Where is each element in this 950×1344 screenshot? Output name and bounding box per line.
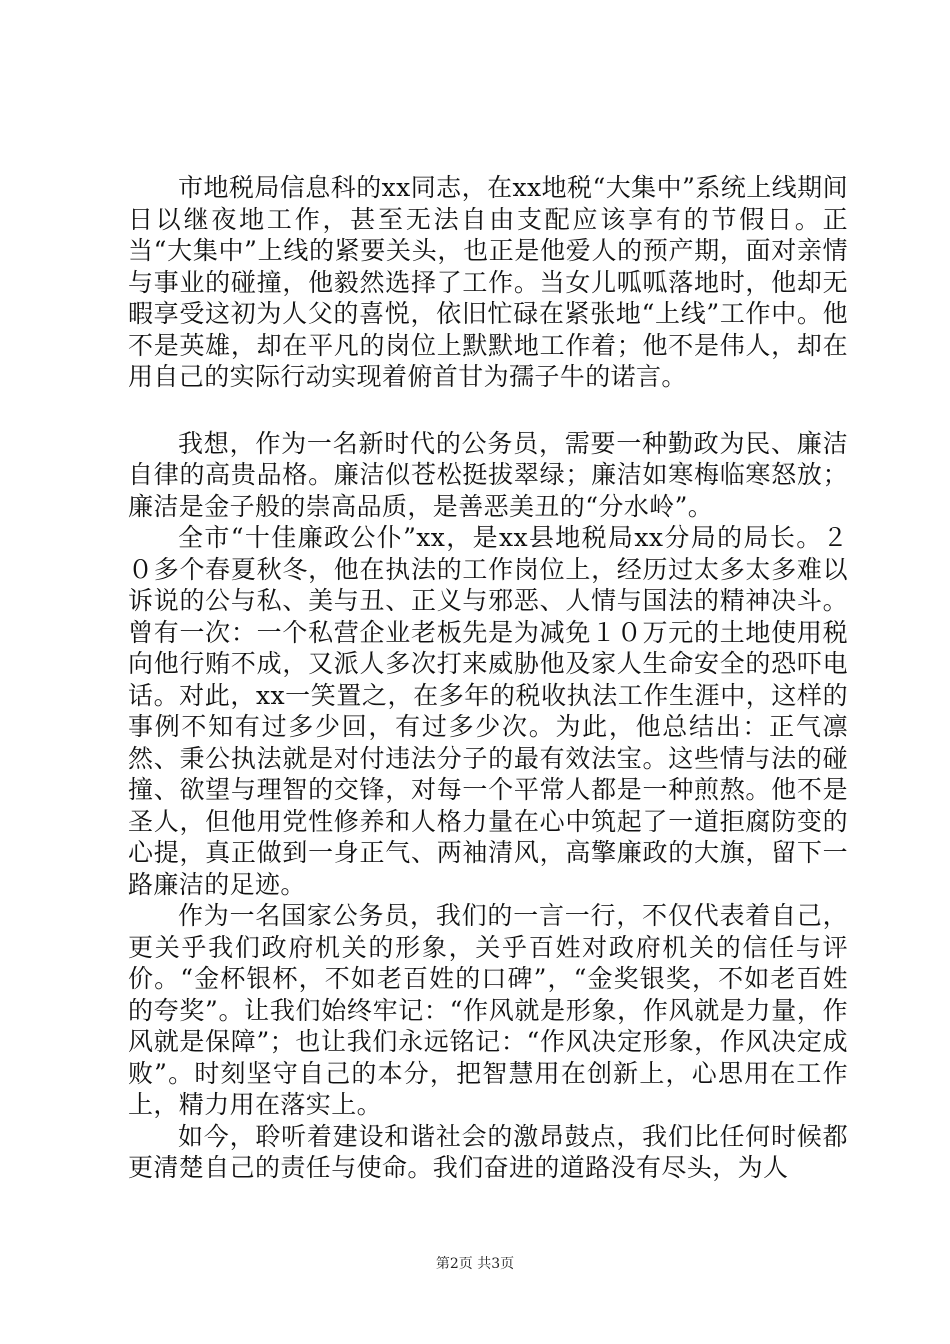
page-number-footer: 第2页 共3页 [435,1256,515,1272]
paragraph-3: 全市“十佳廉政公仆”xx，是xx县地税局xx分局的局长。２０多个春夏秋冬，他在执法的工作岗位上，经历过太多太多难以诉说的公与私、美与丑、正义与邪恶、人情与国法的精神决斗。曾有一次：一个私营企业老板先是为减免１０万元的土地使用税向他行贿不成，又派人多次打来威胁他及家人生命安全的恐吓电话。对此，xx一笑置之，在多年的税收执法工作生涯中，这样的事例不知有过多少回，有过多少次。为此，他总结出：正气凛然、秉公执法就是对付违法分子的最有效法宝。这些情与法的碰撞、欲望与理智的交锋，对每一个平常人都是一种煎熬。他不是圣人，但他用党性修养和人格力量在心中筑起了一道拒腐防变的心提，真正做到一身正气、两袖清风，高擎廉政的大旗，留下一路廉洁的足迹。 [128,523,848,899]
document-body [128,172,848,1184]
paragraph-1: 市地税局信息科的xx同志，在xx地税“大集中”系统上线期间日以继夜地工作，甚至无法自由支配应该享有的节假日。正当“大集中”上线的紧要关头，也正是他爱人的预产期，面对亲情与事业的碰撞，他毅然选择了工作。当女儿呱呱落地时，他却无暇享受这初为人父的喜悦，依旧忙碌在紧张地“上线”工作中。他不是英雄，却在平凡的岗位上默默地工作着；他不是伟人，却在用自己的实际行动实现着俯首甘为孺子牛的诺言。 [128,173,848,391]
paragraph-2: 我想，作为一名新时代的公务员，需要一种勤政为民、廉洁自律的高贵品格。廉洁似苍松挺拔翠绿；廉洁如寒梅临寒怒放；廉洁是金子般的崇高品质，是善恶美丑的“分水岭”。 [128,428,848,521]
paragraph-5: 如今，聆听着建设和谐社会的激昂鼓点，我们比任何时候都更清楚自己的责任与使命。我们奋进的道路没有尽头，为人 [128,1121,848,1182]
paragraph-4: 作为一名国家公务员，我们的一言一行，不仅代表着自己，更关乎我们政府机关的形象，关乎百姓对政府机关的信任与评价。“金杯银杯，不如老百姓的口碑”，“金奖银奖，不如老百姓的夸奖”。让我们始终牢记：“作风就是形象，作风就是力量，作风就是保障”；也让我们永远铭记：“作风决定形象，作风决定成败”。时刻坚守自己的本分，把智慧用在创新上，心思用在工作上，精力用在落实上。 [128,901,848,1119]
